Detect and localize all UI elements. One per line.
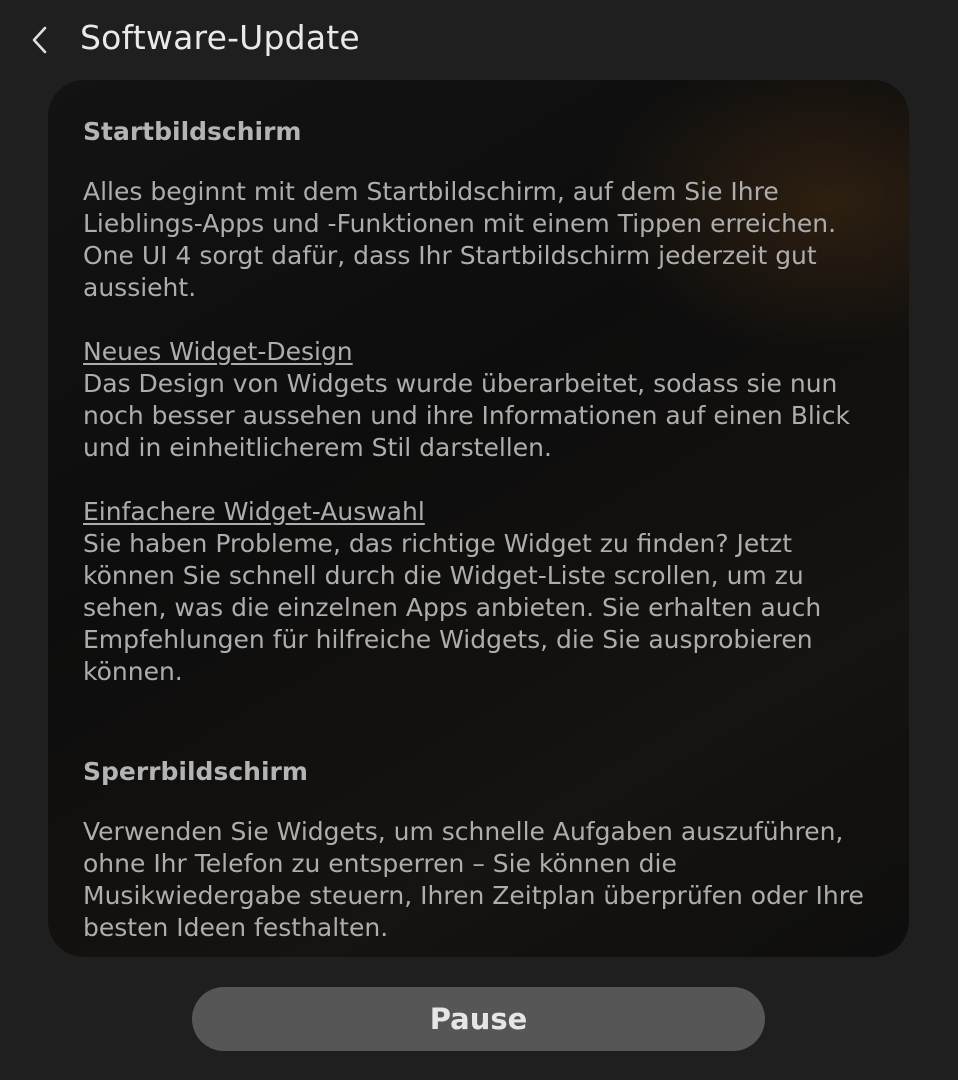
- release-notes-card[interactable]: [48, 80, 909, 957]
- section-intro: Verwenden Sie Widgets, um schnelle Aufgaben auszuführen, ohne Ihr Telefon zu entsperren – Sie können die Musikwiedergabe steuern, Ihren Zeitplan überprüfen oder Ihre besten Ideen festhalten.: [83, 817, 864, 942]
- page-title: Software-Update: [80, 18, 360, 57]
- chevron-left-icon: [29, 25, 51, 55]
- section-heading-startbildschirm: Startbildschirm: [83, 117, 302, 146]
- feature-text-widget-design: Das Design von Widgets wurde überarbeitet, sodass sie nun noch besser aussehen und ihre Informationen auf einen Blick und in einheitlicherem Stil darstellen.: [83, 369, 850, 462]
- section-heading-sperrbildschirm: Sperrbildschirm: [83, 757, 308, 786]
- pause-button[interactable]: Pause: [192, 987, 765, 1051]
- release-notes-text: [83, 110, 883, 944]
- feature-text-widget-auswahl: Sie haben Probleme, das richtige Widget zu finden? Jetzt können Sie schnell durch die Widget-Liste scrollen, um zu sehen, was die einzelnen Apps anbieten. Sie erhalten auch Empfehlungen für hilfreiche Widgets, die Sie ausprobieren können.: [83, 529, 822, 686]
- feature-title-widget-auswahl: Einfachere Widget-Auswahl: [83, 497, 425, 526]
- app-header: [0, 0, 958, 80]
- feature-title-widget-design: Neues Widget-Design: [83, 337, 353, 366]
- section-intro: Alles beginnt mit dem Startbildschirm, auf dem Sie Ihre Lieblings-Apps und -Funktionen mit einem Tippen erreichen. One UI 4 sorgt dafür, dass Ihr Startbildschirm jederzeit gut aussieht.: [83, 177, 837, 302]
- back-button[interactable]: [20, 20, 60, 60]
